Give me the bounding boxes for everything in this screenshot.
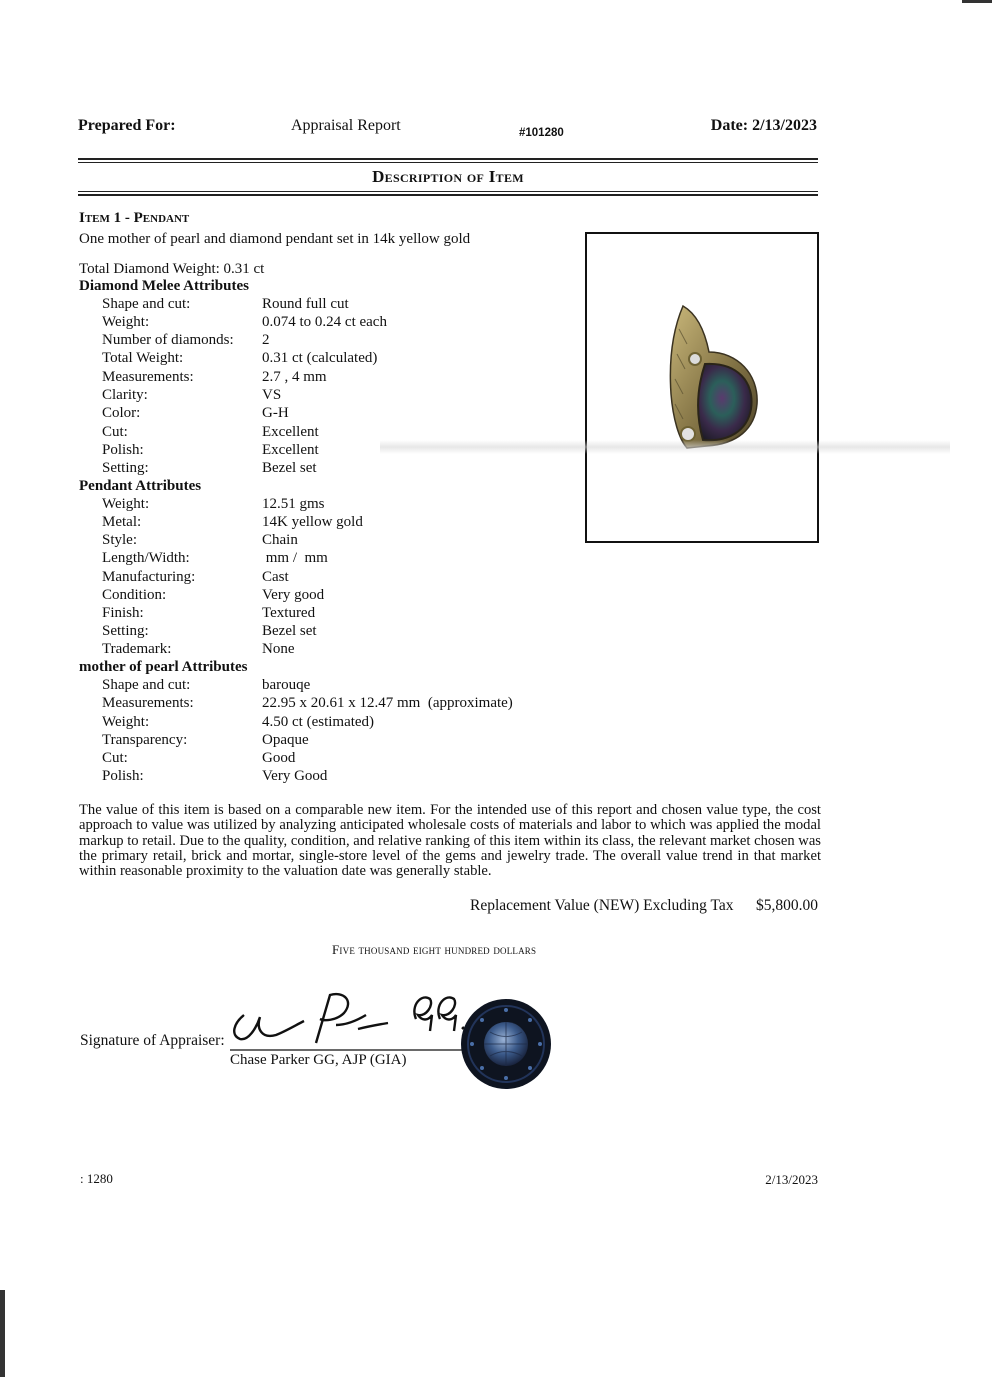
attribute-label: Shape and cut:	[102, 677, 191, 693]
prepared-for-label: Prepared For:	[78, 117, 176, 134]
attribute-value: Opaque	[262, 732, 309, 748]
attribute-value: 2	[262, 332, 270, 348]
attribute-label: Condition:	[102, 587, 167, 603]
attribute-value: 0.074 to 0.24 ct each	[262, 314, 387, 330]
attribute-label: Color:	[102, 405, 141, 421]
section-title: Description of Item	[372, 167, 524, 186]
attribute-label: Weight:	[102, 714, 150, 730]
attribute-label: Weight:	[102, 496, 150, 512]
appraiser-seal	[460, 998, 552, 1090]
attribute-value: Round full cut	[262, 296, 349, 312]
amount-in-words: Five thousand eight hundred dollars	[332, 942, 537, 957]
attribute-label: Total Weight:	[102, 350, 184, 366]
total-diamond-weight: Total Diamond Weight: 0.31 ct	[79, 261, 265, 277]
attribute-value: Very Good	[262, 768, 328, 784]
attribute-value: Excellent	[262, 424, 319, 440]
scan-artifact	[380, 440, 950, 454]
report-title: Appraisal Report	[291, 117, 401, 134]
attribute-value: None	[262, 641, 295, 657]
bottom-rule-thin	[78, 191, 818, 192]
attribute-value: Excellent	[262, 442, 319, 458]
report-number: #101280	[519, 127, 564, 139]
attribute-value: Cast	[262, 569, 289, 585]
attribute-value: 4.50 ct (estimated)	[262, 714, 375, 730]
attribute-value: 14K yellow gold	[262, 514, 363, 530]
attribute-value: mm / mm	[262, 550, 328, 566]
signature-handwriting: C P GG.	[226, 987, 230, 988]
attribute-label: Cut:	[102, 750, 128, 766]
attribute-label: Measurements:	[102, 695, 194, 711]
attribute-label: Clarity:	[102, 387, 148, 403]
bottom-rule	[78, 194, 818, 196]
attribute-value: Very good	[262, 587, 325, 603]
attribute-label: Polish:	[102, 768, 144, 784]
attribute-label: Length/Width:	[102, 550, 190, 566]
appraiser-name: Chase Parker GG, AJP (GIA)	[230, 1052, 407, 1068]
report-date: Date: 2/13/2023	[710, 117, 817, 134]
attribute-label: Finish:	[102, 605, 144, 621]
attribute-value: 22.95 x 20.61 x 12.47 mm (approximate)	[262, 695, 513, 711]
appraiser-signature	[226, 985, 476, 1055]
attribute-value: barouqe	[262, 677, 311, 693]
attribute-label: Number of diamonds:	[102, 332, 234, 348]
attribute-value: Chain	[262, 532, 298, 548]
item-title: Item 1 - Pendant	[79, 210, 190, 226]
item-description: One mother of pearl and diamond pendant set in 14k yellow gold	[79, 231, 471, 247]
attribute-value: Bezel set	[262, 460, 317, 476]
attribute-label: Transparency:	[102, 732, 188, 748]
replacement-value-label: Replacement Value (NEW) Excluding Tax	[470, 897, 734, 914]
attribute-label: Measurements:	[102, 369, 194, 385]
attribute-label: Trademark:	[102, 641, 172, 657]
attribute-label: Metal:	[102, 514, 142, 530]
pendant-photo	[587, 234, 817, 541]
attribute-value: 0.31 ct (calculated)	[262, 350, 378, 366]
attribute-value: 12.51 gms	[262, 496, 325, 512]
replacement-value-amount: $5,800.00	[756, 897, 818, 914]
diamond-attributes-heading: Diamond Melee Attributes	[79, 278, 249, 294]
scan-edge-mark	[0, 1290, 5, 1377]
attribute-value: 2.7 , 4 mm	[262, 369, 327, 385]
footer-reference: : 1280	[80, 1171, 113, 1186]
attribute-label: Shape and cut:	[102, 296, 191, 312]
footer-date: 2/13/2023	[765, 1172, 818, 1187]
attribute-label: Cut:	[102, 424, 128, 440]
attribute-value: Bezel set	[262, 623, 317, 639]
attribute-label: Setting:	[102, 460, 149, 476]
attribute-label: Polish:	[102, 442, 144, 458]
pendant-attributes-heading: Pendant Attributes	[79, 478, 202, 494]
attribute-value: Textured	[262, 605, 316, 621]
pearl-attributes-heading: mother of pearl Attributes	[79, 659, 248, 675]
attribute-label: Setting:	[102, 623, 149, 639]
valuation-paragraph: The value of this item is based on a comparable new item. For the intended use of this report and chosen value type, the cost approach to value was utilized by analyzing anticipated wholesale costs of materials and labor to which was applied the modal markup to retail. Due to the quality, condition, and relative ranking of this item within its class, the relevant market chosen was the primary retail, brick and mortar, single-store level of the gems and jewelry trade. The overall value trend in that market within reasonable proximity to the valuation date was generally stable.	[79, 802, 821, 880]
top-rule-thin	[78, 162, 818, 163]
signature-label: Signature of Appraiser:	[80, 1032, 225, 1049]
attribute-value: VS	[262, 387, 282, 403]
attribute-value: Good	[262, 750, 296, 766]
top-rule	[78, 158, 818, 160]
attribute-label: Manufacturing:	[102, 569, 196, 585]
scan-corner-mark	[962, 0, 992, 3]
attribute-label: Weight:	[102, 314, 150, 330]
item-photo-frame	[585, 232, 819, 543]
attribute-label: Style:	[102, 532, 138, 548]
attribute-value: G-H	[262, 405, 289, 421]
